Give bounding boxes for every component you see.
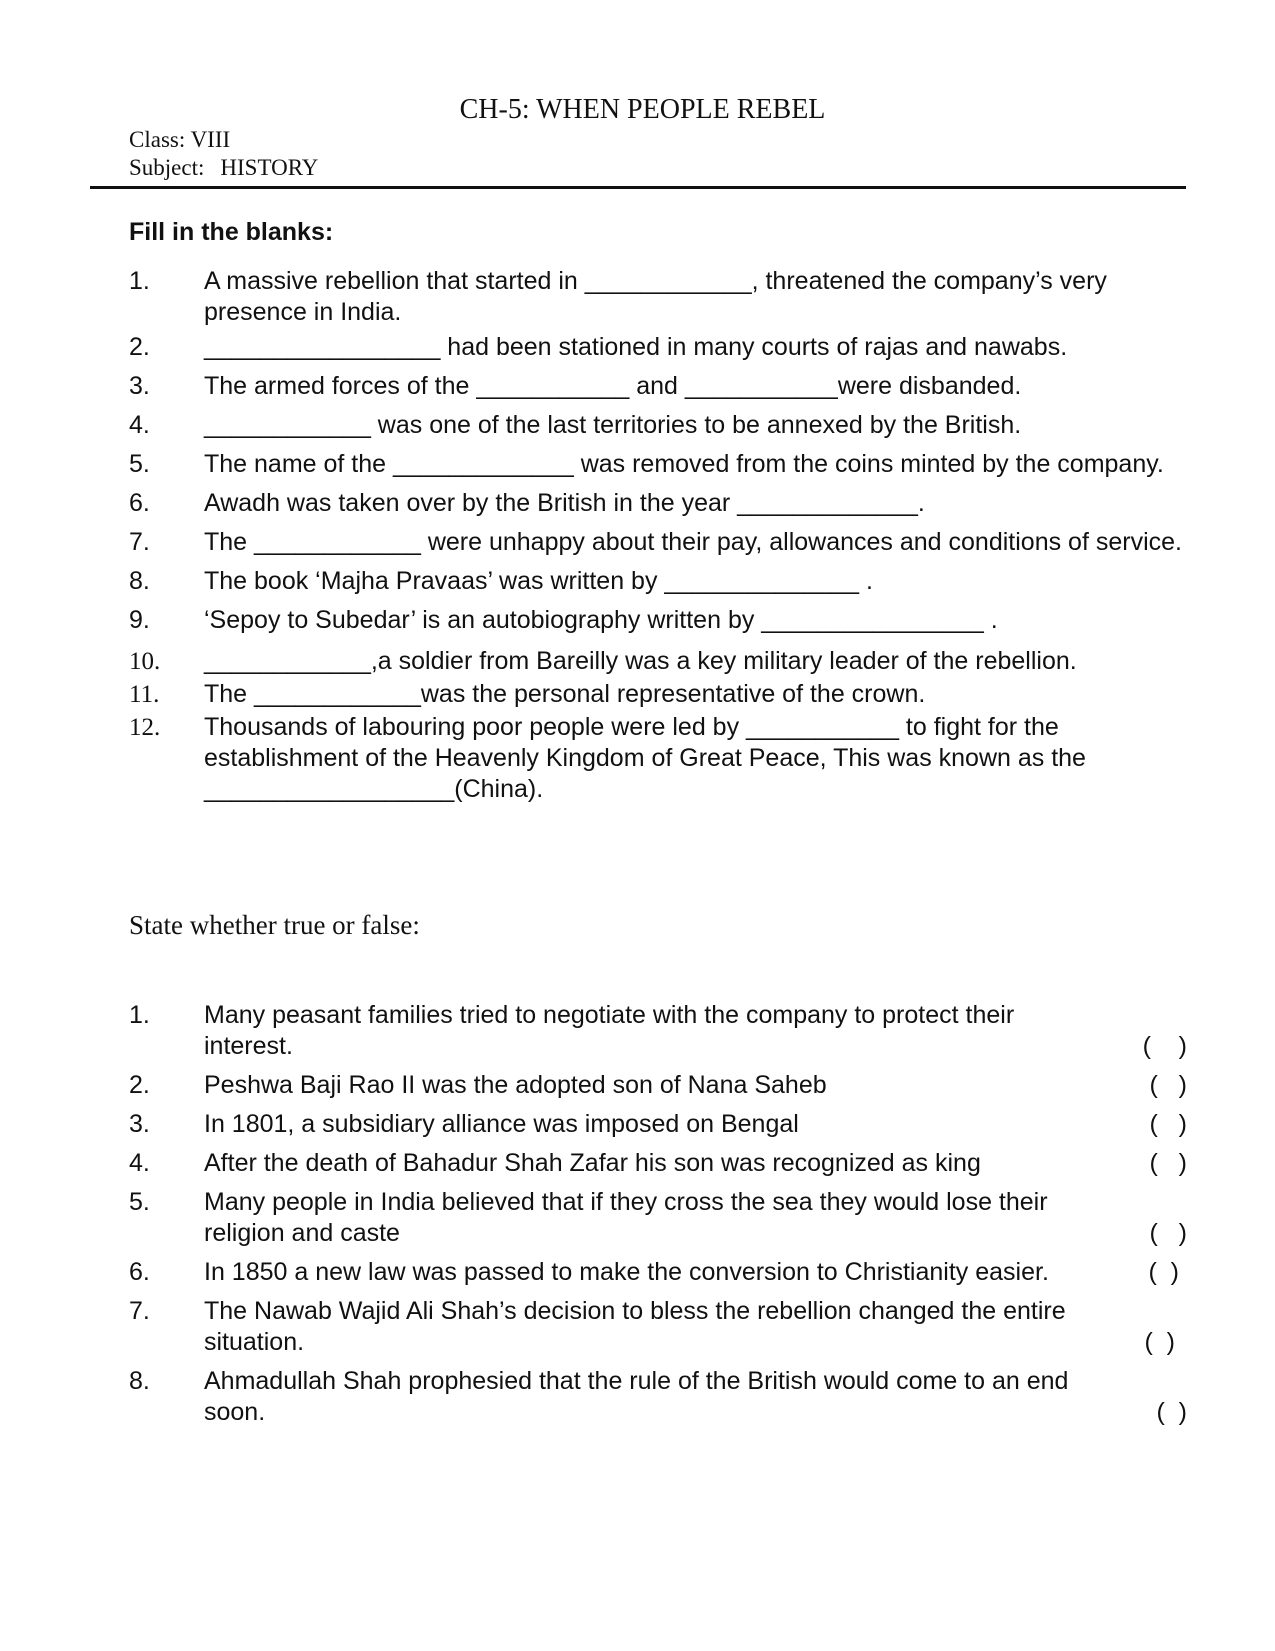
item-number: 1. xyxy=(129,1001,150,1029)
list-item xyxy=(129,488,1189,519)
true-false-heading: State whether true or false: xyxy=(129,910,420,940)
subject-value: HISTORY xyxy=(220,155,319,180)
item-number: 6. xyxy=(129,489,150,517)
list-item xyxy=(129,410,1189,441)
item-text: ‘Sepoy to Subedar’ is an autobiography written by ________________ . xyxy=(204,606,998,634)
item-number: 11. xyxy=(129,681,160,708)
list-item xyxy=(129,1000,1189,1062)
item-number: 7. xyxy=(129,1297,150,1325)
answer-bracket: ( ) xyxy=(1149,1110,1187,1138)
true-false-list xyxy=(129,1000,1189,1428)
list-item xyxy=(129,1257,1189,1288)
item-text: _________________ had been stationed in many courts of rajas and nawabs. xyxy=(204,333,1068,361)
class-label: Class: VIII xyxy=(129,127,231,152)
page-title: CH-5: WHEN PEOPLE REBEL xyxy=(459,94,826,125)
item-text: ____________,a soldier from Bareilly was a key military leader of the rebellion. xyxy=(204,647,1077,675)
item-text: After the death of Bahadur Shah Zafar his son was recognized as king xyxy=(204,1149,981,1177)
item-number: 3. xyxy=(129,372,150,400)
list-item xyxy=(129,332,1189,363)
answer-bracket: ( ) xyxy=(1149,1219,1187,1247)
list-item xyxy=(129,371,1189,402)
item-number: 3. xyxy=(129,1110,150,1138)
item-number: 8. xyxy=(129,1367,150,1395)
answer-bracket: ( ) xyxy=(1149,1071,1187,1099)
subject-line xyxy=(129,155,318,181)
item-text: In 1850 a new law was passed to make the conversion to Christianity easier. xyxy=(204,1258,1049,1286)
item-number: 5. xyxy=(129,1188,150,1216)
header-divider xyxy=(90,186,1186,189)
item-text: ____________ was one of the last territories to be annexed by the British. xyxy=(204,411,1022,439)
item-text: Thousands of labouring poor people were led by ___________ to fight for the establishment of the Heavenly Kingdom of Great Peace, This was known as the __________________(China). xyxy=(204,713,1086,803)
subject-label: Subject: xyxy=(129,155,205,180)
item-text: Peshwa Baji Rao II was the adopted son of Nana Saheb xyxy=(204,1071,827,1099)
item-text: The book ‘Majha Pravaas’ was written by ______________ . xyxy=(204,567,873,595)
list-item xyxy=(129,1366,1189,1428)
list-item xyxy=(129,605,1189,636)
list-item xyxy=(129,1070,1189,1101)
list-item xyxy=(129,449,1189,480)
item-number: 1. xyxy=(129,267,150,295)
item-text: Ahmadullah Shah prophesied that the rule of the British would come to an end soon. xyxy=(204,1367,1069,1426)
list-item xyxy=(129,1296,1189,1358)
item-number: 4. xyxy=(129,1149,150,1177)
item-text: The ____________was the personal representative of the crown. xyxy=(204,680,926,708)
item-text: In 1801, a subsidiary alliance was imposed on Bengal xyxy=(204,1110,799,1138)
answer-bracket: ( ) xyxy=(1144,1328,1175,1356)
item-number: 9. xyxy=(129,606,150,634)
list-item xyxy=(129,1187,1189,1249)
item-number: 2. xyxy=(129,1071,150,1099)
list-item xyxy=(129,712,1189,805)
answer-bracket: ( ) xyxy=(1156,1398,1187,1426)
item-text: Awadh was taken over by the British in the year _____________. xyxy=(204,489,925,517)
item-number: 10. xyxy=(129,648,161,675)
answer-bracket: ( ) xyxy=(1148,1258,1179,1286)
item-text: A massive rebellion that started in ____________, threatened the company’s very presence in India. xyxy=(204,267,1107,326)
item-number: 7. xyxy=(129,528,150,556)
list-item xyxy=(129,1109,1189,1140)
item-text: The armed forces of the ___________ and ___________were disbanded. xyxy=(204,372,1022,400)
item-text: Many peasant families tried to negotiate with the company to protect their interest. xyxy=(204,1001,1015,1060)
item-number: 2. xyxy=(129,333,150,361)
list-item xyxy=(129,1148,1189,1179)
item-number: 8. xyxy=(129,567,150,595)
fill-blanks-heading: Fill in the blanks: xyxy=(129,218,334,246)
item-text: The ____________ were unhappy about their pay, allowances and conditions of service. xyxy=(204,528,1182,556)
item-text: The name of the _____________ was removed from the coins minted by the company. xyxy=(204,450,1164,478)
list-item xyxy=(129,566,1189,597)
answer-bracket: ( ) xyxy=(1149,1149,1187,1177)
list-item xyxy=(129,646,1189,677)
fill-blanks-list xyxy=(129,266,1189,805)
item-number: 12. xyxy=(129,714,161,741)
answer-bracket: ( ) xyxy=(1142,1032,1187,1060)
item-number: 5. xyxy=(129,450,150,478)
list-item xyxy=(129,266,1189,328)
list-item xyxy=(129,679,1189,710)
list-item xyxy=(129,527,1189,558)
item-number: 4. xyxy=(129,411,150,439)
item-text: The Nawab Wajid Ali Shah’s decision to bless the rebellion changed the entire situation. xyxy=(204,1297,1066,1356)
item-text: Many people in India believed that if they cross the sea they would lose their religion and caste xyxy=(204,1188,1048,1247)
item-number: 6. xyxy=(129,1258,150,1286)
